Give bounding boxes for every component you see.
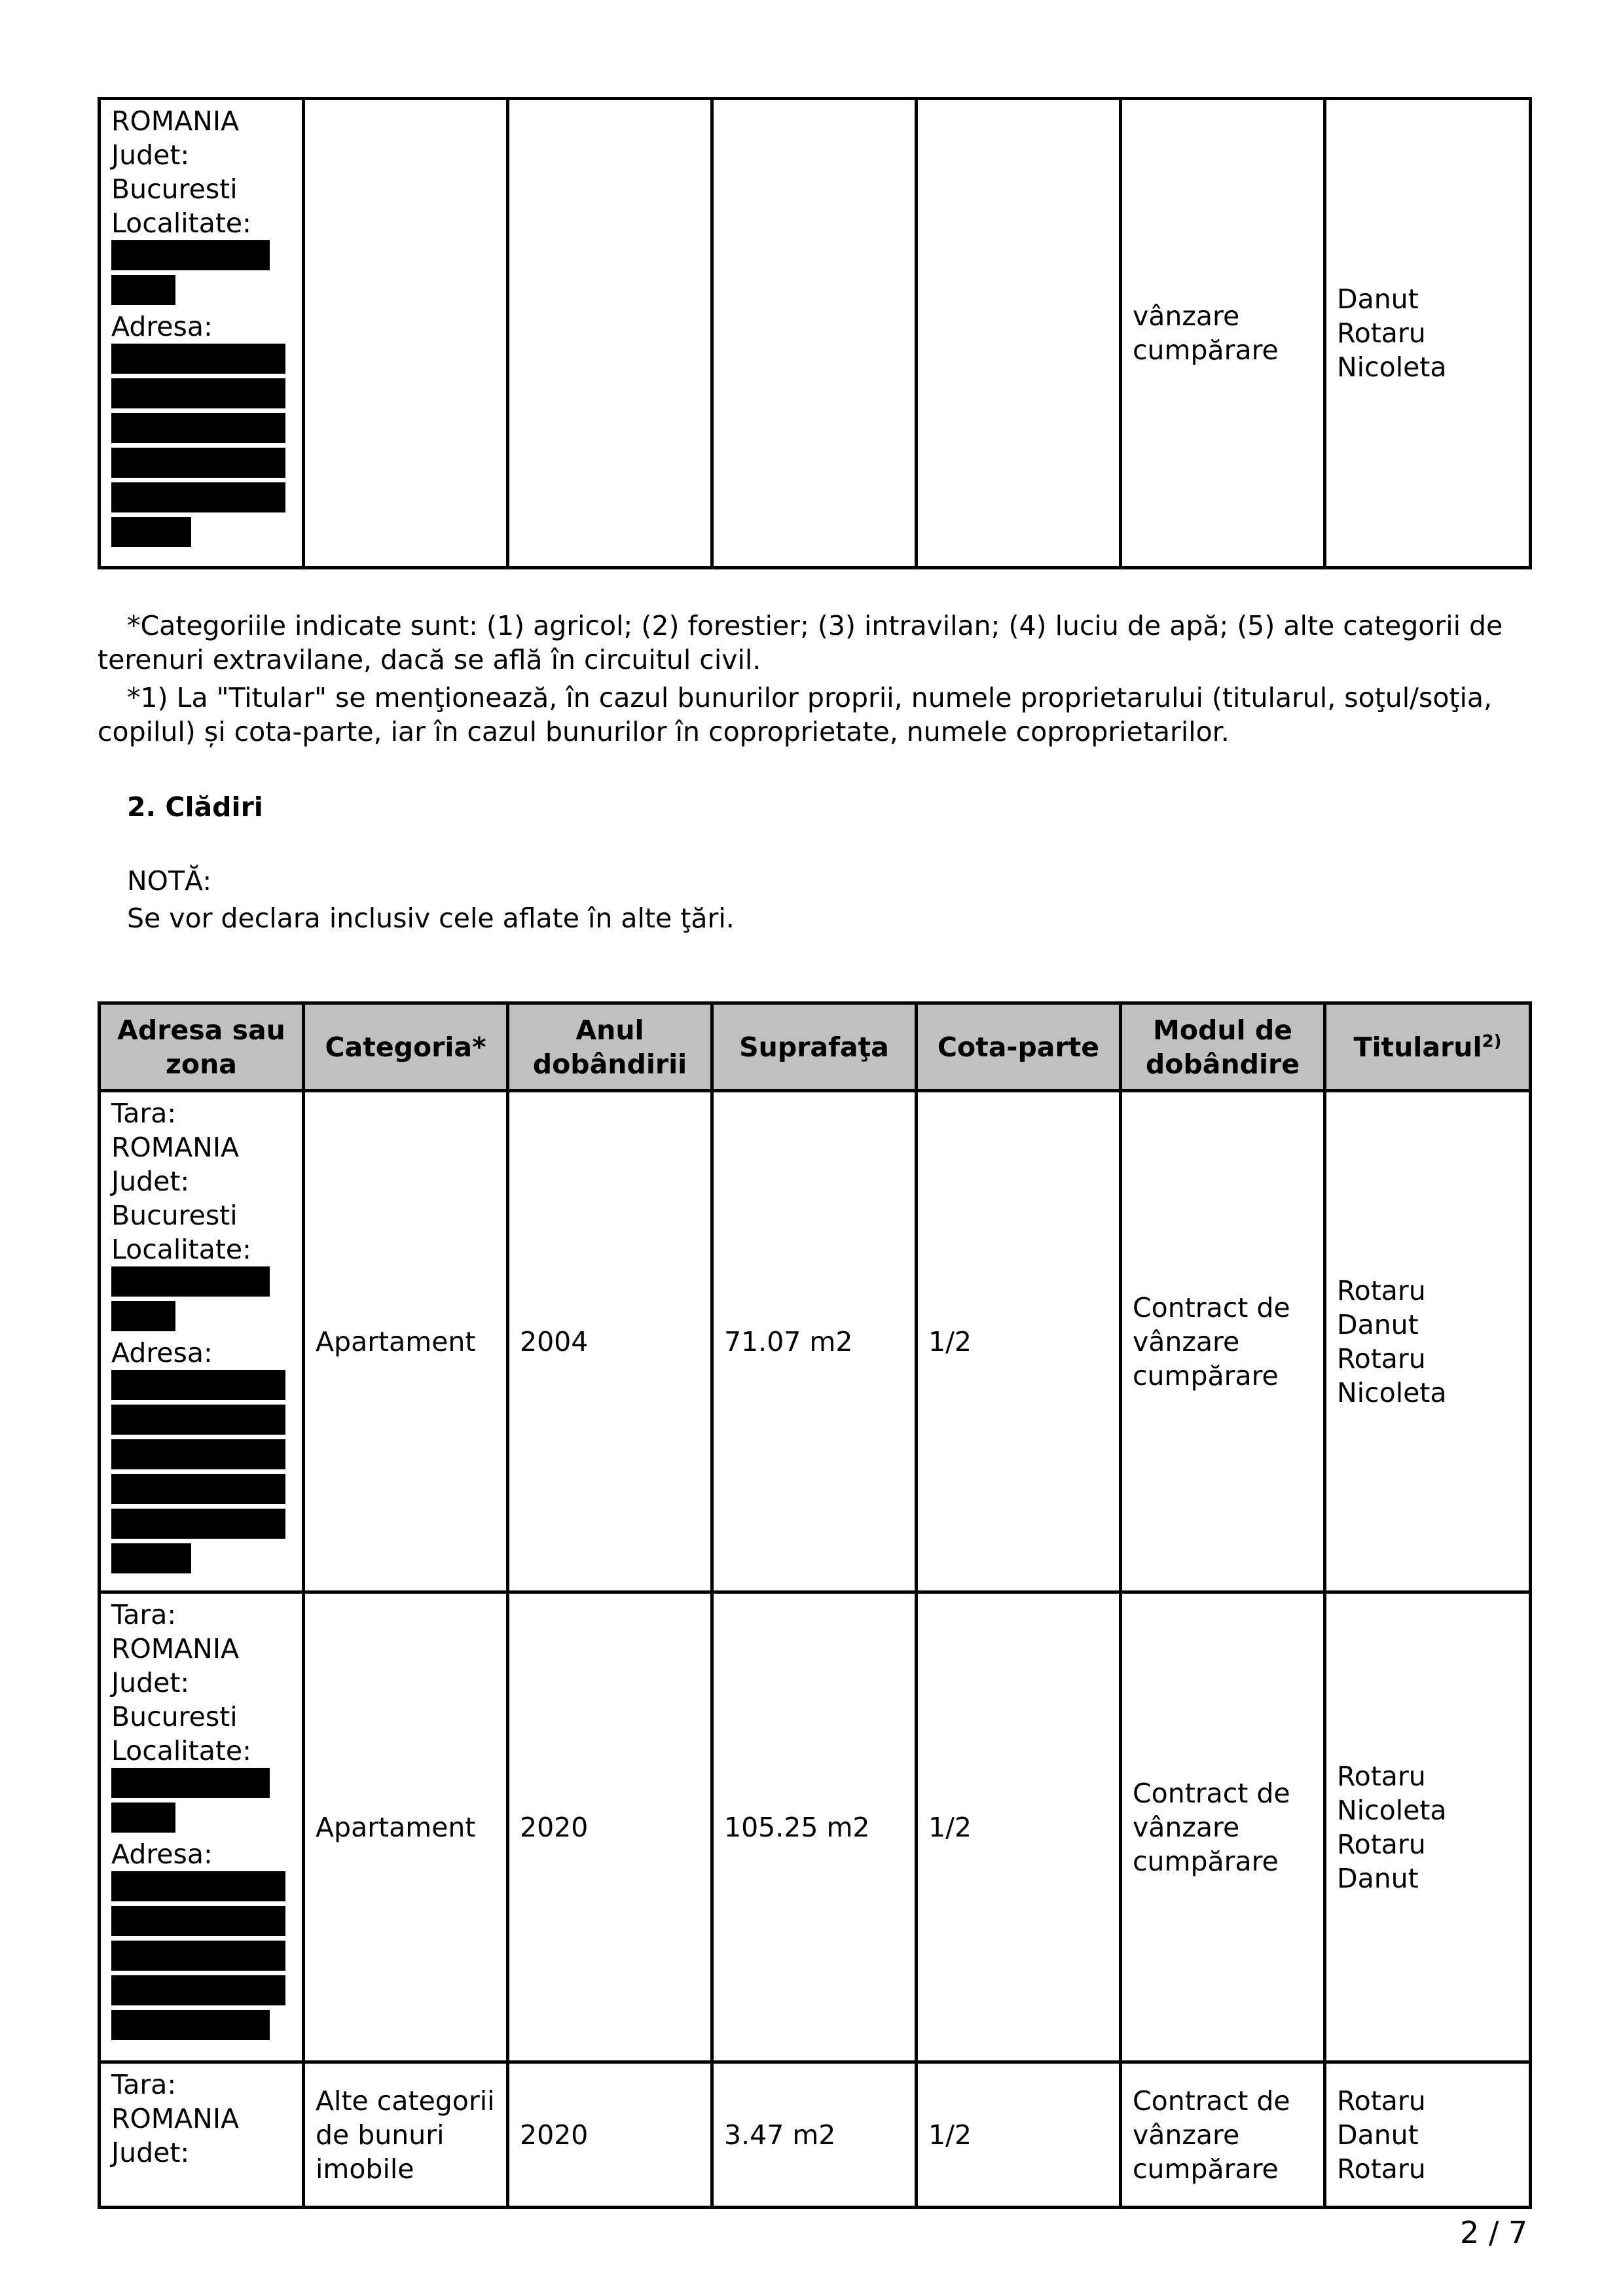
page-number: 2 / 7: [1460, 2215, 1528, 2250]
redaction-bar: [111, 1439, 285, 1469]
holder-cell: [1325, 2062, 1531, 2208]
address-line: Judet:: [111, 2137, 190, 2168]
holder-line: Rotaru: [1337, 1274, 1426, 1306]
header-holder-sup: 2): [1482, 1031, 1502, 1051]
land-table-continuation: [98, 97, 1532, 569]
address-cell: [100, 1091, 304, 1592]
holder-line: Danut: [1337, 1308, 1419, 1340]
holder-cell: [1325, 99, 1531, 568]
mode-line: Contract de: [1133, 1777, 1290, 1809]
redaction-bar: [111, 482, 285, 512]
area-cell: 105.25 m2: [712, 1592, 917, 2062]
table-header-row: [100, 1003, 1531, 1091]
redaction-bar: [111, 378, 285, 408]
header-holder-label: Titularul: [1353, 1031, 1482, 1063]
header-year: Anul dobândirii: [508, 1003, 712, 1091]
mode-line: vânzare: [1133, 1325, 1240, 1357]
address-line: ROMANIA: [111, 1633, 239, 1664]
share-cell: 1/2: [917, 1091, 1121, 1592]
address-line: Tara:: [111, 1098, 177, 1129]
section-title: 2. Clădiri: [127, 791, 263, 823]
table-row: [100, 99, 1531, 568]
acquisition-mode-cell: [1121, 99, 1325, 568]
nota-text: Se vor declara inclusiv cele aflate în alte ţări.: [127, 903, 735, 934]
holder-cell: [1325, 1091, 1531, 1592]
redaction-bar: [111, 275, 175, 305]
address-line: Tara:: [111, 1599, 177, 1630]
category-cell: [304, 99, 508, 568]
holder-line: Rotaru: [1337, 2085, 1426, 2117]
address-label: Adresa:: [111, 311, 213, 342]
acquisition-line: vânzare: [1133, 300, 1240, 332]
redaction-bar: [111, 1509, 285, 1539]
year-cell: 2020: [508, 1592, 712, 2062]
holder-line: Danut: [1337, 283, 1419, 315]
address-line: Localitate:: [111, 1735, 251, 1767]
redaction-bar: [111, 344, 285, 374]
holder-line: Rotaru: [1337, 2153, 1426, 2185]
mode-line: Contract de: [1133, 2085, 1290, 2117]
redaction-bar: [111, 1370, 285, 1400]
buildings-table: [98, 1001, 1532, 2209]
share-cell: 1/2: [917, 2062, 1121, 2208]
category-cell: Apartament: [304, 1091, 508, 1592]
address-line: Judet:: [111, 1166, 190, 1197]
mode-line: cumpărare: [1133, 1845, 1279, 1877]
year-cell: 2020: [508, 2062, 712, 2208]
share-cell: [917, 99, 1121, 568]
category-line: Alte categorii: [316, 2085, 495, 2117]
redaction-bar: [111, 448, 285, 478]
category-line: de bunuri: [316, 2119, 445, 2151]
redaction-bar: [111, 1906, 285, 1936]
category-cell: Apartament: [304, 1592, 508, 2062]
redaction-bar: [111, 2010, 270, 2040]
holder-cell: [1325, 1592, 1531, 2062]
address-label: Adresa:: [111, 1839, 213, 1870]
redaction-bar: [111, 1543, 191, 1573]
redaction-bar: [111, 1941, 285, 1971]
year-cell: [508, 99, 712, 568]
address-line: Localitate:: [111, 207, 251, 239]
area-cell: 71.07 m2: [712, 1091, 917, 1592]
address-line: ROMANIA: [111, 105, 239, 137]
acquisition-mode-cell: [1121, 2062, 1325, 2208]
address-line: Bucuresti: [111, 1200, 238, 1231]
table-row: [100, 2062, 1531, 2208]
holder-line: Rotaru: [1337, 1760, 1426, 1792]
acquisition-mode-cell: [1121, 1592, 1325, 2062]
holder-line: Nicoleta: [1337, 351, 1447, 383]
mode-line: cumpărare: [1133, 2153, 1279, 2185]
category-line: imobile: [316, 2153, 414, 2185]
mode-line: cumpărare: [1133, 1359, 1279, 1391]
header-share: Cota-parte: [917, 1003, 1121, 1091]
categories-footnote: *Categoriile indicate sunt: (1) agricol; (2) forestier; (3) intravilan; (4) luciu de apă; (5) alte categorii de terenuri extravilane, dacă se află în circuitul civil.: [98, 610, 1503, 675]
address-cell: [100, 99, 304, 568]
header-mode: Modul de dobândire: [1121, 1003, 1325, 1091]
nota-label: NOTĂ:: [127, 865, 212, 897]
category-cell: [304, 2062, 508, 2208]
holder-line: Danut: [1337, 2119, 1419, 2151]
redaction-bar: [111, 1871, 285, 1901]
holder-line: Nicoleta: [1337, 1794, 1447, 1826]
mode-line: vânzare: [1133, 1811, 1240, 1843]
area-cell: 3.47 m2: [712, 2062, 917, 2208]
address-line: ROMANIA: [111, 2103, 239, 2134]
address-line: Judet:: [111, 1667, 190, 1698]
address-line: Judet:: [111, 139, 190, 171]
redaction-bar: [111, 1803, 175, 1833]
area-cell: [712, 99, 917, 568]
redaction-bar: [111, 413, 285, 443]
header-area: Suprafaţa: [712, 1003, 917, 1091]
table-row: [100, 1091, 1531, 1592]
address-cell: [100, 2062, 304, 2208]
table-row: [100, 1592, 1531, 2062]
address-cell: [100, 1592, 304, 2062]
holder-line: Rotaru: [1337, 1342, 1426, 1374]
redaction-bar: [111, 1301, 175, 1331]
acquisition-mode-cell: [1121, 1091, 1325, 1592]
holder-line: Danut: [1337, 1862, 1419, 1894]
mode-line: vânzare: [1133, 2119, 1240, 2151]
address-line: Tara:: [111, 2069, 177, 2100]
header-category: Categoria*: [304, 1003, 508, 1091]
mode-line: Contract de: [1133, 1291, 1290, 1323]
header-address: Adresa sau zona: [100, 1003, 304, 1091]
redaction-bar: [111, 1768, 270, 1798]
redaction-bar: [111, 1266, 270, 1297]
year-cell: 2004: [508, 1091, 712, 1592]
holder-line: Rotaru: [1337, 317, 1426, 349]
redaction-bar: [111, 1405, 285, 1435]
address-line: Localitate:: [111, 1234, 251, 1265]
address-line: ROMANIA: [111, 1132, 239, 1163]
holder-line: Rotaru: [1337, 1828, 1426, 1860]
address-line: Bucuresti: [111, 173, 238, 205]
header-holder: [1325, 1003, 1531, 1091]
redaction-bar: [111, 240, 270, 270]
share-cell: 1/2: [917, 1592, 1121, 2062]
address-line: Bucuresti: [111, 1701, 238, 1732]
redaction-bar: [111, 517, 191, 547]
redaction-bar: [111, 1474, 285, 1504]
holder-footnote: *1) La "Titular" se menţionează, în cazul bunurilor proprii, numele proprietarului (titularul, soţul/soţia, copilul) și cota-parte, iar în cazul bunurilor în coproprietate, numele coproprietarilor.: [98, 682, 1493, 747]
holder-line: Nicoleta: [1337, 1376, 1447, 1408]
redaction-bar: [111, 1975, 285, 2005]
acquisition-line: cumpărare: [1133, 334, 1279, 366]
address-label: Adresa:: [111, 1337, 213, 1369]
